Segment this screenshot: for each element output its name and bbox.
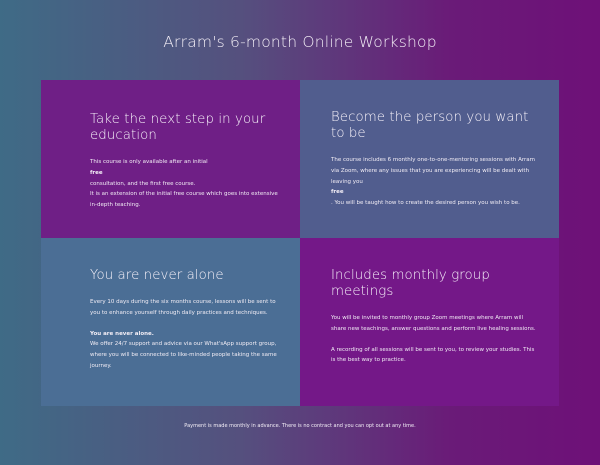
card-text: We offer 24/7 support and advice via our What'sApp support group, where you will be connected to like-minded people taking the same journey. xyxy=(90,341,277,369)
card-text: Every 10 days during the six months course, lessons will be sent to you to enhance yourself through daily practices and techniques. xyxy=(90,299,276,316)
card-body xyxy=(90,157,280,211)
card-heading: Become the person you want to be xyxy=(331,110,529,141)
card-body xyxy=(331,155,537,209)
card-next-step xyxy=(41,80,300,238)
card-body xyxy=(331,313,537,366)
payment-note: Payment is made monthly in advance. There is no contract and you can opt out at any time. xyxy=(184,423,416,429)
card-text: . You will be taught how to create the desired person you wish to be. xyxy=(331,200,520,207)
card-group-meetings xyxy=(300,238,559,406)
card-text: The course includes 6 monthly one-to-one-mentoring sessions with Arram via Zoom, where any issues that you are experiencing will be dealt with leaving you xyxy=(331,157,535,185)
card-text: You will be invited to monthly group Zoom meetings where Arram will share new teachings, answer questions and perform live healing sessions. xyxy=(331,315,536,332)
card-heading: Includes monthly group meetings xyxy=(331,268,490,299)
card-body xyxy=(90,297,280,372)
card-become-person xyxy=(300,80,559,238)
card-text: This course is only available after an initial xyxy=(90,159,208,165)
card-never-alone xyxy=(41,238,300,406)
card-heading: Take the next step in your education xyxy=(90,112,266,143)
card-heading: You are never alone xyxy=(90,268,224,283)
feature-grid xyxy=(41,80,559,406)
card-text: consultation, and the first free course. xyxy=(90,180,196,187)
page-title: Arram's 6-month Online Workshop xyxy=(163,33,437,51)
card-text: It is an extension of the initial free course which goes into extensive in-depth teaching. xyxy=(90,191,278,209)
card-bold-text: free xyxy=(331,189,344,196)
card-bold-text: You are never alone. xyxy=(90,330,154,337)
card-text: A recording of all sessions will be sent to you, to review your studies. This is the best way to practice. xyxy=(331,346,535,364)
card-bold-text: free xyxy=(90,169,103,176)
